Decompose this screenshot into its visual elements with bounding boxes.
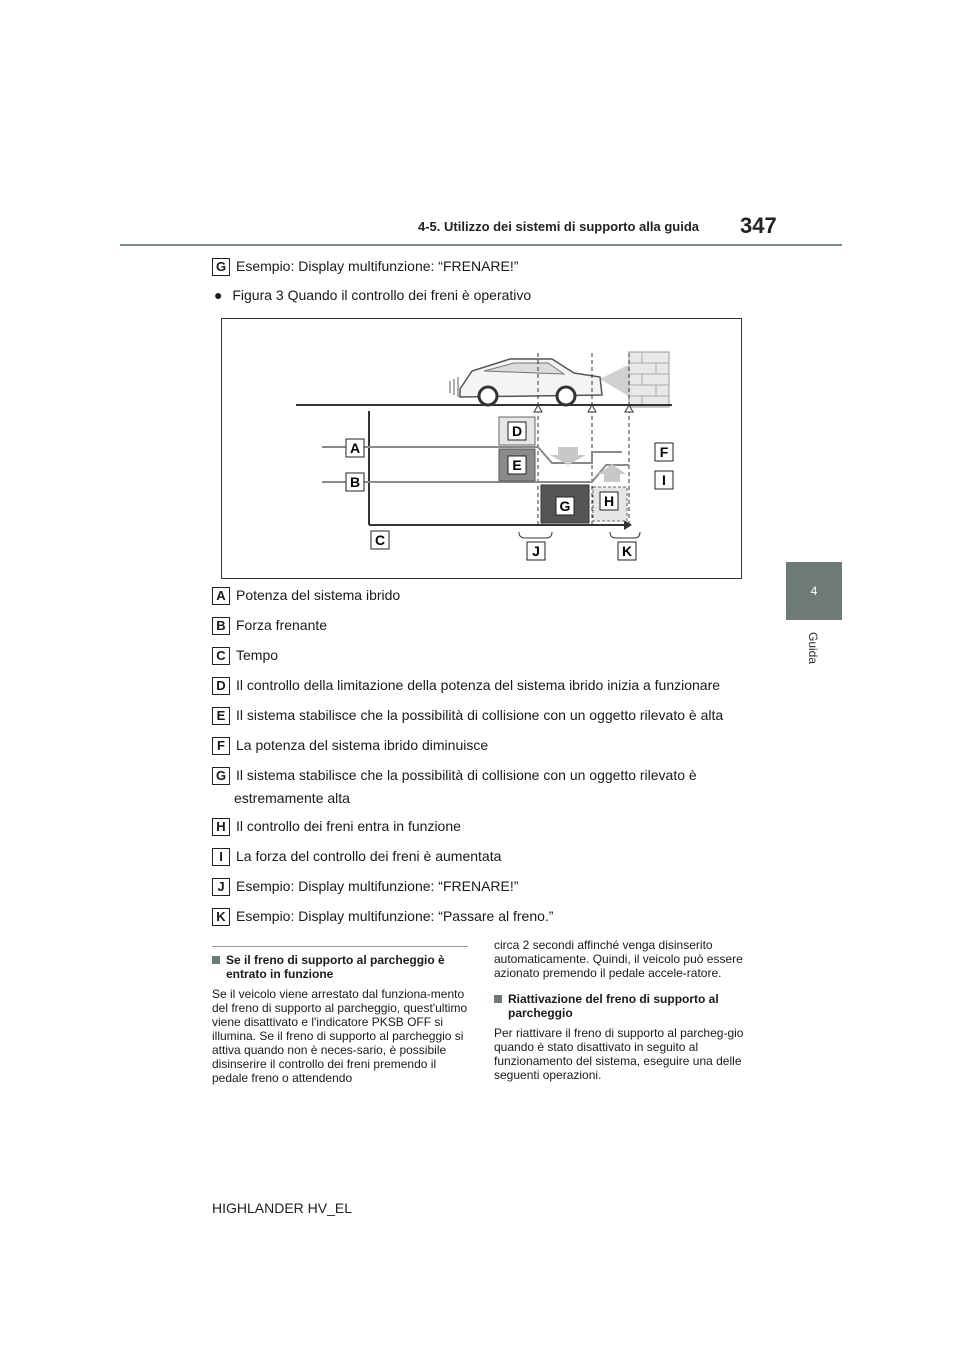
square-bullet-icon — [212, 956, 220, 964]
legend-item: A Potenza del sistema ibrido — [212, 587, 752, 605]
section-heading: Riattivazione del freno di supporto al parcheggio — [494, 992, 750, 1020]
chapter-label: Guida — [806, 632, 820, 665]
footer-model: HIGHLANDER HV_EL — [212, 1200, 353, 1216]
legend-item: C Tempo — [212, 647, 752, 665]
brick-wall-icon — [629, 352, 669, 407]
item-letter: G — [212, 258, 230, 276]
brake-control-diagram — [222, 319, 741, 578]
figure-caption — [214, 287, 531, 303]
label-d: D — [511, 423, 523, 439]
bullet-icon: ● — [214, 287, 223, 303]
legend-item-continued: estremamente alta — [234, 790, 350, 806]
bracket-j — [519, 532, 552, 538]
label-f: F — [659, 444, 669, 460]
legend-item: D Il controllo della limitazione della potenza del sistema ibrido inizia a funzionare — [212, 677, 752, 695]
marker-triangles — [534, 405, 633, 412]
label-a: A — [349, 440, 361, 456]
square-bullet-icon — [494, 995, 502, 1003]
legend-item: G Il sistema stabilisce che la possibilità di collisione con un oggetto rilevato è — [212, 767, 752, 785]
legend-item: I La forza del controllo dei freni è aumentata — [212, 848, 752, 866]
car-icon — [450, 359, 602, 405]
time-axis-arrow — [624, 520, 632, 530]
chapter-number: 4 — [810, 584, 818, 598]
label-e: E — [512, 457, 522, 473]
legend-item: J Esempio: Display multifunzione: “FRENARE!” — [212, 878, 752, 896]
chapter-tab — [786, 562, 842, 620]
label-c: C — [374, 532, 386, 548]
section-body: Se il veicolo viene arrestato dal funziona-mento del freno di supporto al parcheggio, quest'ultimo viene disattivato e l'indicatore PKSB OFF si illumina. Se il freno di supporto al parcheggio si attiva quando non è neces-sario, è possibile disinserire il controllo dei freni premendo il pedale freno o attendendo — [212, 987, 468, 1085]
legend-item: H Il controllo dei freni entra in funzione — [212, 818, 752, 836]
label-k: K — [621, 543, 633, 559]
page-number: 347 — [740, 213, 777, 238]
legend-item: K Esempio: Display multifunzione: “Passare al freno.” — [212, 908, 752, 926]
top-item — [212, 258, 752, 276]
legend-item: E Il sistema stabilisce che la possibilità di collisione con un oggetto rilevato è alta — [212, 707, 752, 725]
header-divider — [120, 244, 842, 246]
label-b: B — [349, 474, 361, 490]
bracket-k — [610, 532, 640, 538]
section-title: 4-5. Utilizzo dei sistemi di supporto alla guida — [418, 219, 699, 234]
label-j: J — [532, 543, 540, 559]
section-heading: Se il freno di supporto al parcheggio è entrato in funzione — [212, 953, 468, 981]
label-g: G — [559, 498, 571, 514]
brake-increase-arrow — [598, 464, 626, 482]
section-body: Per riattivare il freno di supporto al parcheg-gio quando è stato disattivato in seguito al funzionamento del sistema, eseguire una delle seguenti operazioni. — [494, 1026, 744, 1082]
label-h: H — [603, 493, 615, 509]
figure-box — [221, 318, 742, 579]
left-column — [212, 946, 468, 1085]
label-i: I — [662, 472, 666, 488]
section-body: circa 2 secondi affinché venga disinserito automaticamente. Quindi, il veicolo può essere azionato premendo il pedale accele-ratore. — [494, 938, 743, 980]
caption-text: Figura 3 Quando il controllo dei freni è operativo — [232, 287, 532, 303]
legend-item: F La potenza del sistema ibrido diminuisce — [212, 737, 752, 755]
legend-item: B Forza frenante — [212, 617, 752, 635]
item-text: Esempio: Display multifunzione: “FRENARE!” — [236, 258, 519, 274]
right-column — [494, 938, 750, 1082]
sensor-beam — [600, 364, 630, 397]
